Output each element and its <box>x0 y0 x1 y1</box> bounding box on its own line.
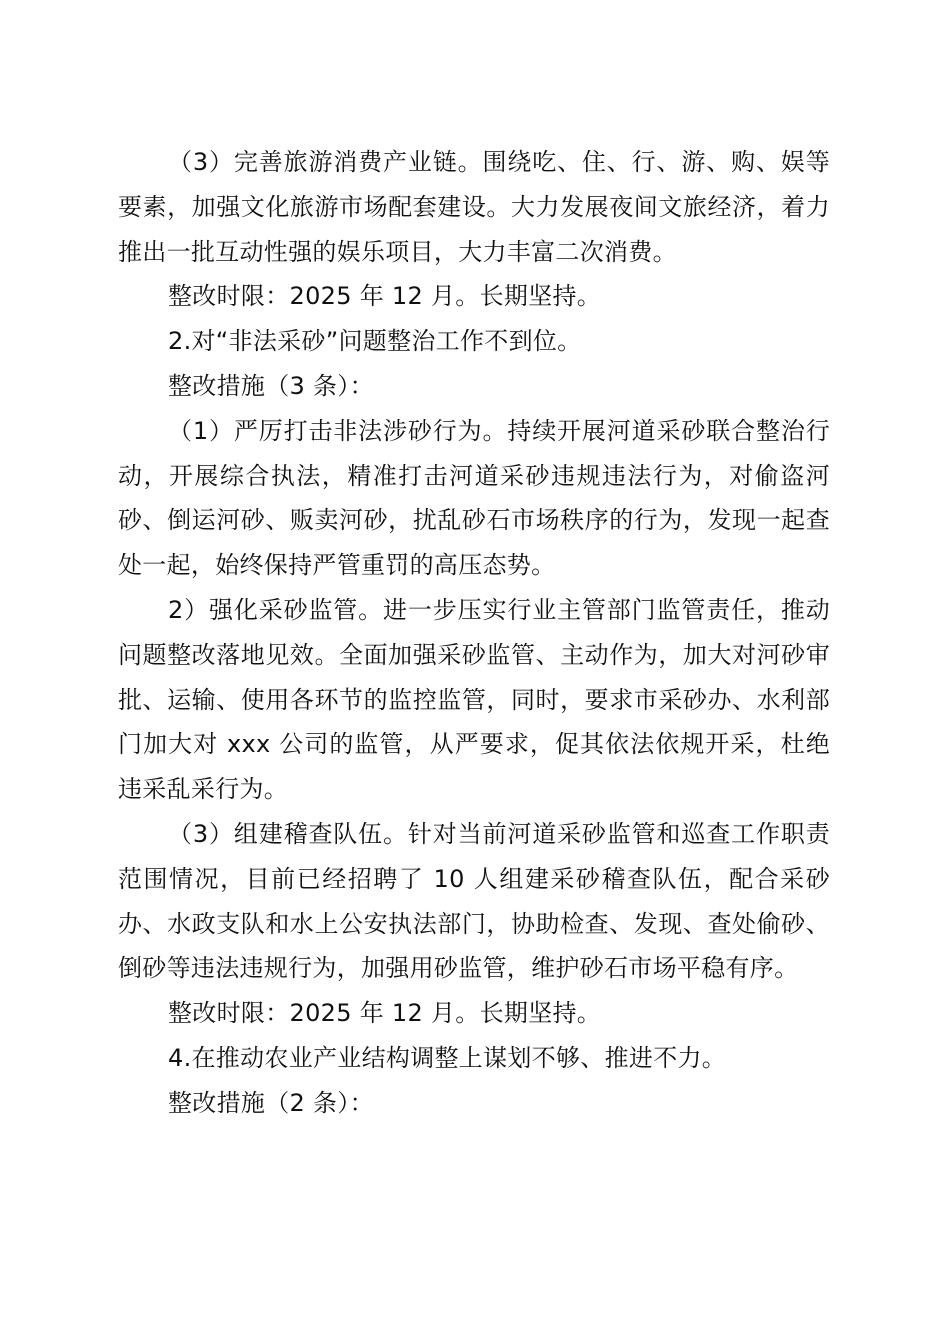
paragraph-deadline: 整改时限：2025 年 12 月。长期坚持。 <box>168 282 602 311</box>
paragraph-measures-heading: 整改措施（2 条）： <box>168 1088 374 1117</box>
paragraph-deadline: 整改时限：2025 年 12 月。长期坚持。 <box>168 999 602 1028</box>
paragraph-measure-2: 2）强化采砂监管。进一步压实行业主管部门监管责任，推动问题整改落地见效。全面加强采砂监管、主动作为，加大对河砂审批、运输、使用各环节的监控监管，同时，要求市采砂办、水利部门加大对 xxx 公司的监管，从严要求，促其依法依规开采，杜绝违采乱采行为。 <box>118 595 830 804</box>
paragraph-measure-1: （1）严厉打击非法涉砂行为。持续开展河道采砂联合整治行动，开展综合执法，精准打击河道采砂违规违法行为，对偷盗河砂、倒运河砂、贩卖河砂，扰乱砂石市场秩序的行为，发现一起查处一起，始终保持严管重罚的高压态势。 <box>118 416 830 580</box>
paragraph-issue-heading: 4.在推动农业产业结构调整上谋划不够、推进不力。 <box>168 1043 727 1072</box>
paragraph-tourism-chain: （3）完善旅游消费产业链。围绕吃、住、行、游、购、娱等要素，加强文化旅游市场配套建设。大力发展夜间文旅经济，着力推出一批互动性强的娱乐项目，大力丰富二次消费。 <box>118 148 830 266</box>
paragraph-measures-heading: 整改措施（3 条）： <box>168 371 374 400</box>
paragraph-issue-heading: 2.对“非法采砂”问题整治工作不到位。 <box>168 327 582 356</box>
document-body <box>118 140 830 1126</box>
paragraph-measure-3: （3）组建稽查队伍。针对当前河道采砂监管和巡查工作职责范围情况，目前已经招聘了 10 人组建采砂稽查队伍，配合采砂办、水政支队和水上公安执法部门，协助检查、发现、查处偷砂、倒砂等违法违规行为，加强用砂监管，维护砂石市场平稳有序。 <box>118 819 830 983</box>
